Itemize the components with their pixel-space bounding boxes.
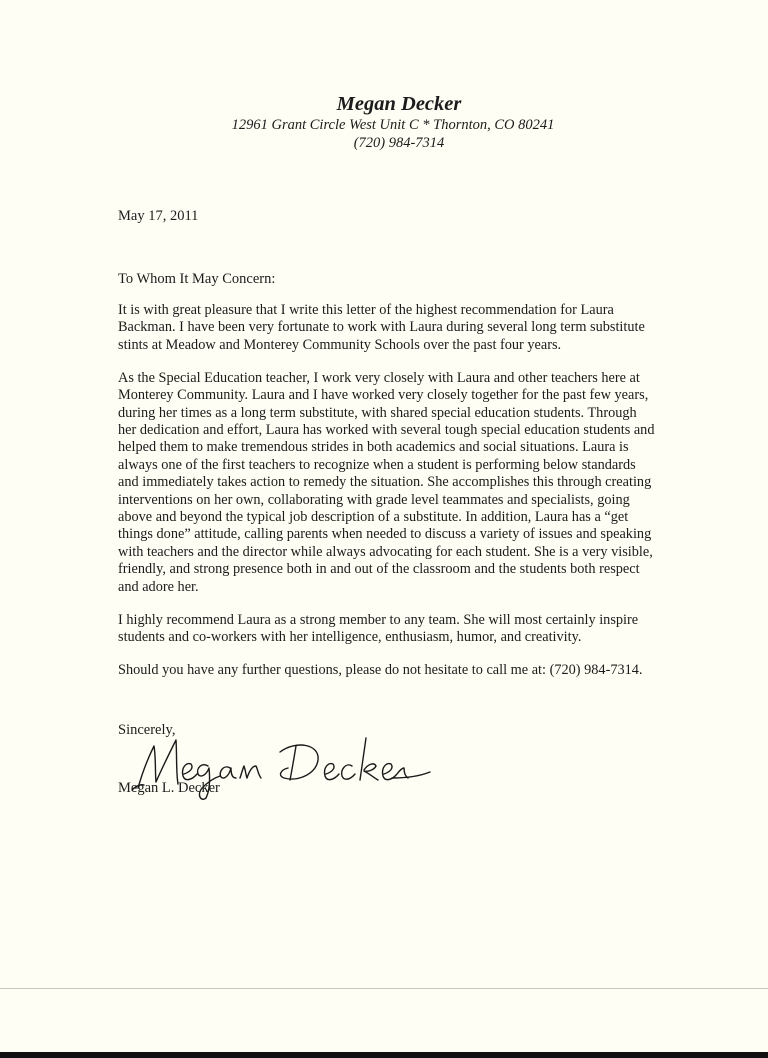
scan-bottom-border bbox=[0, 1052, 768, 1058]
signed-name: Megan L. Decker bbox=[118, 780, 220, 796]
letterhead bbox=[0, 92, 768, 152]
letter-date: May 17, 2011 bbox=[118, 208, 199, 224]
closing: Sincerely, bbox=[118, 722, 176, 738]
scan-page-edge bbox=[0, 988, 768, 989]
salutation: To Whom It May Concern: bbox=[118, 271, 276, 287]
paragraph-contact: Should you have any further questions, please do not hesitate to call me at: (720) 984-7314. bbox=[118, 661, 643, 678]
letterhead-name: Megan Decker bbox=[336, 93, 462, 115]
letter-body bbox=[118, 302, 658, 695]
letterhead-phone: (720) 984-7314 bbox=[353, 135, 445, 151]
paragraph-intro: It is with great pleasure that I write this letter of the highest recommendation for Laura Backman. I have been very fortunate to work with Laura during several long term substitute stints at Meadow and Monterey Community Schools over the past four years. bbox=[118, 302, 645, 353]
paragraph-details: As the Special Education teacher, I work very closely with Laura and other teachers here at Monterey Community. Laura and I have worked very closely together for the past few years, during her times as a long term substitute, with shared special education students. Through her dedication and effort, Laura has worked with several tough special education students and helped them to make tremendous strides in both academics and social situations. Laura is always one of the first teachers to recognize when a student is performing below standards and immediately takes action to remedy the situation. She accomplishes this through creating interventions on her own, collaborating with grade level teammates and specialists, going above and beyond the typical job description of a substitute. In addition, Laura has a “get things done” attitude, calling parents when needed to discuss a variety of issues and speaking with teachers and the director while always advocating for each student. She is a very visible, friendly, and strong presence both in and out of the classroom and the students both respect and adore her. bbox=[118, 369, 655, 595]
paragraph-recommendation: I highly recommend Laura as a strong member to any team. She will most certainly inspire students and co-workers with her intelligence, enthusiasm, humor, and creativity. bbox=[118, 611, 639, 645]
letterhead-address: 12961 Grant Circle West Unit C * Thornton, CO 80241 bbox=[231, 117, 555, 133]
